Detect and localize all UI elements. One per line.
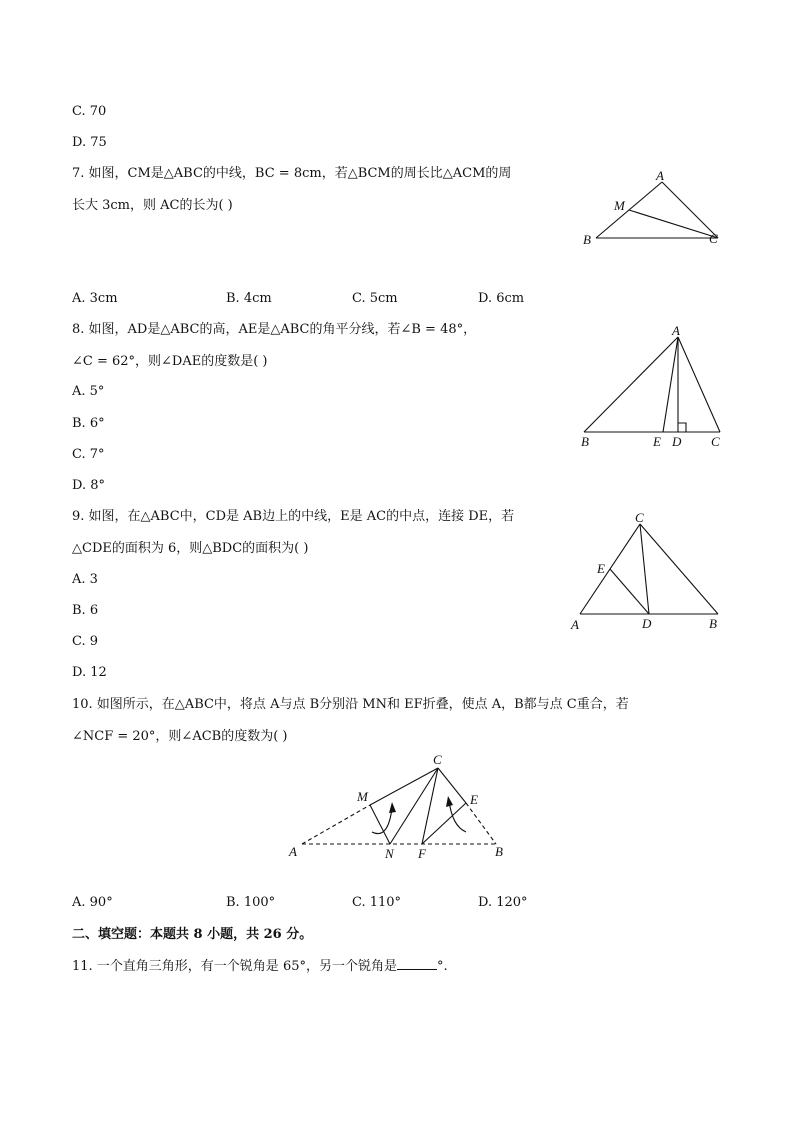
q8-text-line1: 8. 如图，AD是△ABC的高，AE是△ABC的角平分线，若∠B = 48°， [72, 322, 477, 337]
q10-label-a: A [289, 844, 297, 859]
q10-text-line1: 10. 如图所示，在△ABC中，将点 A与点 B分别沿 MN和 EF折叠，使点 A，B都与点 C重合，若 [72, 697, 629, 712]
q10-option-b: B. 100° [226, 895, 276, 910]
q10-side-ce [438, 768, 466, 803]
q7-option-b: B. 4cm [226, 291, 272, 306]
q7-label-a: A [656, 168, 664, 183]
q10-arrow-left-head [389, 802, 396, 813]
q7-option-c: C. 5cm [352, 291, 398, 306]
q8-label-e: E [653, 434, 661, 449]
q11-text [72, 957, 448, 976]
q10-segment-cf [422, 768, 438, 844]
option-c-q6: C. 70 [72, 104, 107, 119]
q8-label-c: C [711, 434, 720, 449]
q9-option-c: C. 9 [72, 634, 99, 649]
q9-text-line1: 9. 如图，在△ABC中，CD是 AB边上的中线，E是 AC的中点，连接 DE，若 [72, 509, 515, 524]
q9-option-d: D. 12 [72, 665, 107, 680]
q7-text-line1: 7. 如图，CM是△ABC的中线，BC = 8cm，若△BCM的周长比△ACM的周 [72, 166, 512, 181]
q10-side-mc [370, 768, 438, 805]
q9-label-e: E [597, 561, 605, 576]
q10-arrow-right-head [446, 796, 453, 807]
q10-label-m: M [357, 789, 368, 804]
q10-option-d: D. 120° [478, 895, 528, 910]
option-d-q6: D. 75 [72, 135, 107, 150]
q8-option-b: B. 6° [72, 416, 105, 431]
q8-label-a: A [672, 323, 680, 338]
q10-label-n: N [385, 846, 394, 861]
q8-option-d: D. 8° [72, 478, 105, 493]
q7-label-b: B [583, 232, 591, 247]
q10-label-f: F [418, 846, 426, 861]
q10-label-e: E [470, 792, 478, 807]
q11-answer-blank[interactable] [397, 957, 437, 970]
q7-label-m: M [614, 198, 625, 213]
section2-title: 二、填空题：本题共 8 小题，共 26 分。 [72, 927, 313, 942]
q9-text-line2: △CDE的面积为 6，则△BDC的面积为( ) [72, 541, 309, 556]
q8-text-line2: ∠C = 62°，则∠DAE的度数是( ) [72, 354, 268, 369]
q11-text-after: °. [436, 959, 448, 974]
q9-label-c: C [635, 510, 644, 525]
q10-dashed-eb [466, 803, 496, 844]
q9-option-a: A. 3 [72, 572, 98, 587]
q10-option-a: A. 90° [72, 895, 113, 910]
q7-text-line2: 长大 3cm，则 AC的长为( ) [72, 198, 233, 213]
q10-label-c: C [433, 752, 442, 767]
q9-label-b: B [709, 616, 717, 631]
q7-option-d: D. 6cm [478, 291, 525, 306]
q10-fold-mn [370, 805, 390, 844]
q10-label-b: B [495, 844, 503, 859]
q9-option-b: B. 6 [72, 603, 99, 618]
q10-segment-cn [390, 768, 438, 844]
q9-label-d: D [642, 616, 652, 631]
q10-dashed-am [302, 805, 370, 844]
q7-option-a: A. 3cm [72, 291, 118, 306]
q8-label-b: B [581, 434, 589, 449]
q10-text-line2: ∠NCF = 20°，则∠ACB的度数为( ) [72, 729, 288, 744]
q11-text-before: 11. 一个直角三角形，有一个锐角是 65°，另一个锐角是 [72, 959, 397, 974]
q8-option-a: A. 5° [72, 384, 105, 399]
q10-option-c: C. 110° [352, 895, 402, 910]
q9-label-a: A [571, 617, 579, 632]
q8-label-d: D [672, 434, 682, 449]
q8-option-c: C. 7° [72, 447, 105, 462]
q10-arrow-left-arc [372, 808, 392, 834]
q7-label-c: C [709, 231, 718, 246]
q10-fold-ef [422, 803, 466, 844]
